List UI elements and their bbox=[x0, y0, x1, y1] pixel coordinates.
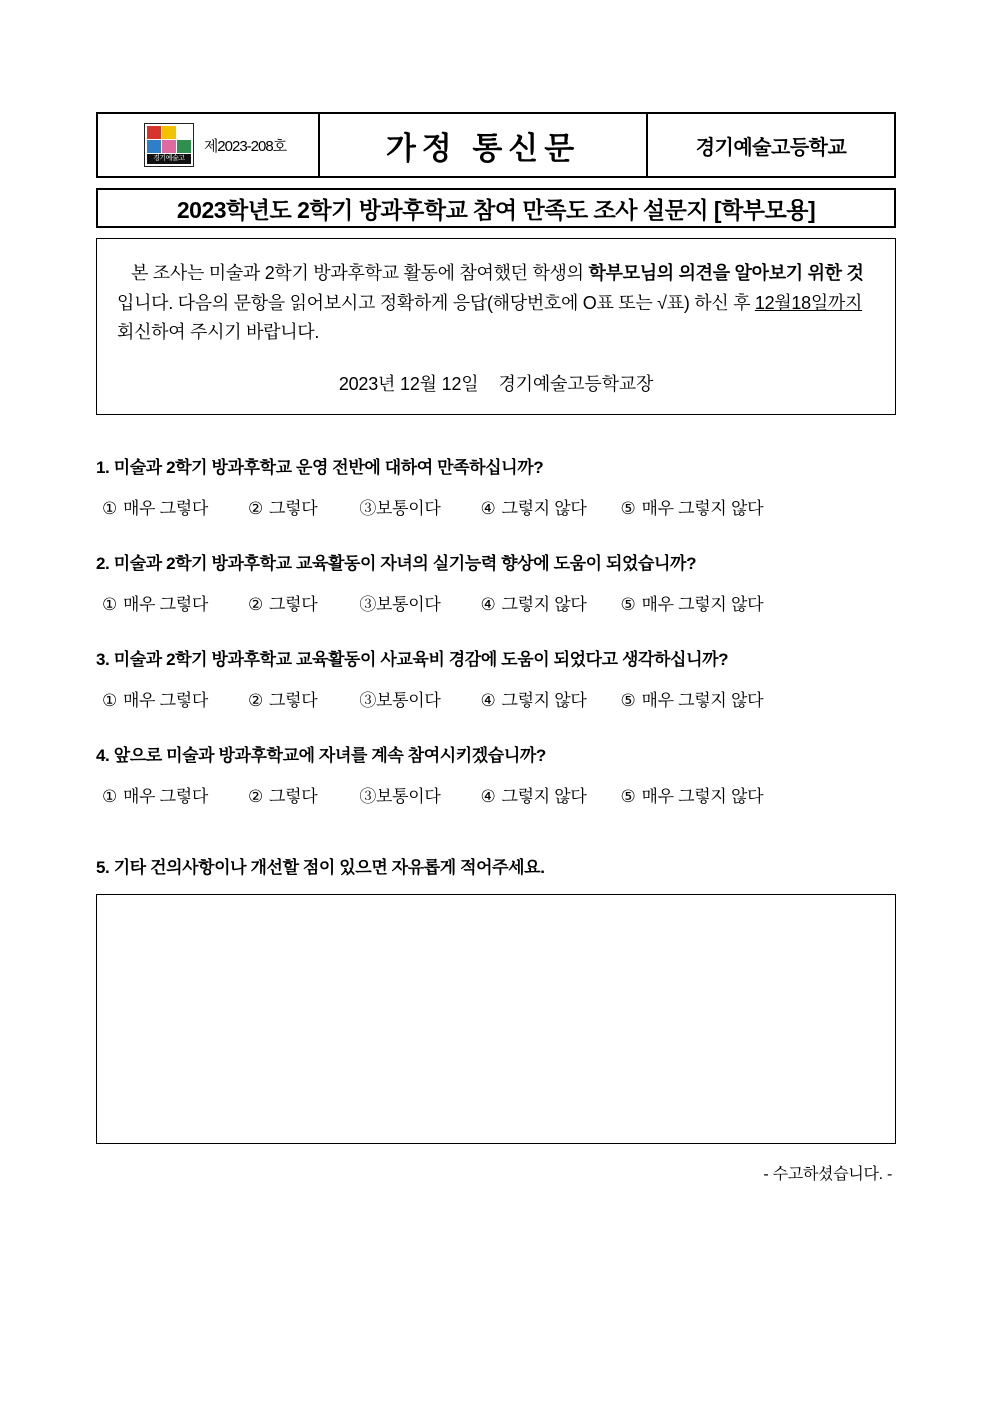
option-1-3[interactable] bbox=[359, 494, 440, 519]
option-label: 그렇다 bbox=[268, 499, 318, 519]
intro-deadline: 12월18일까지 bbox=[754, 292, 863, 313]
option-number: ④ bbox=[480, 499, 496, 519]
option-label: 보통이다 bbox=[376, 499, 441, 519]
intro-box bbox=[96, 238, 896, 415]
option-number: ③ bbox=[359, 499, 377, 519]
intro-middle: 입니다. 다음의 문항을 읽어보시고 정확하게 응답(해당번호에 O표 또는 √표) 하신 후 bbox=[117, 292, 755, 313]
option-3-1[interactable] bbox=[102, 686, 208, 711]
option-number: ② bbox=[248, 691, 263, 711]
question-text-5: 5. 기타 건의사항이나 개선할 점이 있으면 자유롭게 적어주세요. bbox=[96, 858, 545, 878]
logo-caption: 경기예술고 bbox=[147, 154, 191, 164]
school-name: 경기예술고등학교 bbox=[695, 136, 847, 159]
option-4-4[interactable] bbox=[481, 782, 587, 807]
option-label: 매우 그렇지 않다 bbox=[641, 787, 764, 807]
option-number: ① bbox=[102, 499, 117, 519]
option-2-5[interactable] bbox=[621, 590, 764, 615]
question-block-1 bbox=[96, 453, 896, 519]
option-label: 매우 그렇지 않다 bbox=[641, 499, 764, 519]
option-3-5[interactable] bbox=[621, 686, 764, 711]
option-3-2[interactable] bbox=[248, 686, 317, 711]
school-logo-icon bbox=[144, 123, 194, 167]
option-row-3 bbox=[102, 686, 896, 711]
option-label: 그렇다 bbox=[268, 787, 318, 807]
survey-title-bar bbox=[96, 188, 896, 228]
option-label: 매우 그렇다 bbox=[122, 691, 208, 711]
option-label: 그렇지 않다 bbox=[501, 595, 587, 615]
option-3-3[interactable] bbox=[359, 686, 440, 711]
option-1-5[interactable] bbox=[621, 494, 764, 519]
document-number: 제2023-208호 bbox=[203, 137, 287, 155]
option-label: 그렇지 않다 bbox=[501, 787, 587, 807]
document-page bbox=[96, 112, 896, 1184]
option-label: 매우 그렇지 않다 bbox=[641, 691, 764, 711]
intro-tail: 회신하여 주시기 바랍니다. bbox=[117, 322, 320, 343]
option-label: 그렇지 않다 bbox=[501, 499, 587, 519]
option-label: 보통이다 bbox=[376, 787, 441, 807]
question-block-5 bbox=[96, 853, 896, 1149]
option-number: ① bbox=[102, 691, 117, 711]
option-4-1[interactable] bbox=[102, 782, 208, 807]
free-response-input[interactable] bbox=[96, 894, 896, 1144]
option-4-2[interactable] bbox=[248, 782, 317, 807]
option-number: ② bbox=[248, 787, 263, 807]
option-number: ③ bbox=[359, 595, 377, 615]
letterhead-school-cell bbox=[648, 114, 894, 176]
option-1-1[interactable] bbox=[102, 494, 208, 519]
option-number: ⑤ bbox=[620, 787, 636, 807]
question-text-3: 3. 미술과 2학기 방과후학교 교육활동이 사교육비 경감에 도움이 되었다고 생각하십니까? bbox=[96, 650, 729, 670]
option-2-4[interactable] bbox=[481, 590, 587, 615]
option-4-5[interactable] bbox=[621, 782, 764, 807]
closing-note: - 수고하셨습니다. - bbox=[763, 1166, 892, 1184]
option-label: 매우 그렇다 bbox=[122, 499, 208, 519]
intro-paragraph bbox=[117, 259, 875, 348]
option-number: ③ bbox=[359, 691, 377, 711]
intro-signer: 경기예술고등학교장 bbox=[498, 374, 654, 395]
question-text-2: 2. 미술과 2학기 방과후학교 교육활동이 자녀의 실기능력 향상에 도움이 되었습니까? bbox=[96, 554, 697, 574]
intro-bold-phrase: 학부모님의 의견을 알아보기 위한 것 bbox=[588, 263, 864, 283]
option-1-4[interactable] bbox=[481, 494, 587, 519]
option-number: ⑤ bbox=[620, 691, 636, 711]
option-4-3[interactable] bbox=[359, 782, 440, 807]
intro-date: 2023년 12월 12일 bbox=[338, 374, 479, 395]
option-2-1[interactable] bbox=[102, 590, 208, 615]
option-3-4[interactable] bbox=[481, 686, 587, 711]
intro-date-line bbox=[117, 370, 875, 396]
option-1-2[interactable] bbox=[248, 494, 317, 519]
survey-title: 2023학년도 2학기 방과후학교 참여 만족도 조사 설문지 [학부모용] bbox=[176, 196, 816, 223]
option-number: ④ bbox=[480, 595, 496, 615]
letterhead bbox=[96, 112, 896, 178]
option-label: 매우 그렇다 bbox=[122, 595, 208, 615]
option-label: 그렇지 않다 bbox=[501, 691, 587, 711]
option-number: ① bbox=[102, 595, 117, 615]
letterhead-title-cell bbox=[320, 114, 648, 176]
option-row-4 bbox=[102, 782, 896, 807]
option-number: ⑤ bbox=[620, 595, 636, 615]
option-number: ④ bbox=[480, 787, 496, 807]
option-label: 그렇다 bbox=[268, 595, 318, 615]
option-number: ② bbox=[248, 595, 263, 615]
option-number: ① bbox=[102, 787, 117, 807]
option-row-2 bbox=[102, 590, 896, 615]
option-number: ③ bbox=[359, 787, 377, 807]
option-label: 그렇다 bbox=[268, 691, 318, 711]
intro-lead: 본 조사는 미술과 2학기 방과후학교 활동에 참여했던 학생의 bbox=[131, 263, 589, 283]
option-label: 매우 그렇지 않다 bbox=[641, 595, 764, 615]
option-label: 보통이다 bbox=[376, 691, 441, 711]
letterhead-left-cell bbox=[98, 114, 320, 176]
question-block-3 bbox=[96, 645, 896, 711]
option-number: ④ bbox=[480, 691, 496, 711]
option-label: 매우 그렇다 bbox=[122, 787, 208, 807]
option-2-3[interactable] bbox=[359, 590, 440, 615]
question-block-4 bbox=[96, 741, 896, 807]
document-title: 가정 통신문 bbox=[385, 130, 581, 166]
option-row-1 bbox=[102, 494, 896, 519]
option-number: ② bbox=[248, 499, 263, 519]
question-block-2 bbox=[96, 549, 896, 615]
option-label: 보통이다 bbox=[376, 595, 441, 615]
question-text-1: 1. 미술과 2학기 방과후학교 운영 전반에 대하여 만족하십니까? bbox=[96, 458, 544, 478]
option-2-2[interactable] bbox=[248, 590, 317, 615]
option-number: ⑤ bbox=[620, 499, 636, 519]
question-text-4: 4. 앞으로 미술과 방과후학교에 자녀를 계속 참여시키겠습니까? bbox=[96, 746, 546, 766]
